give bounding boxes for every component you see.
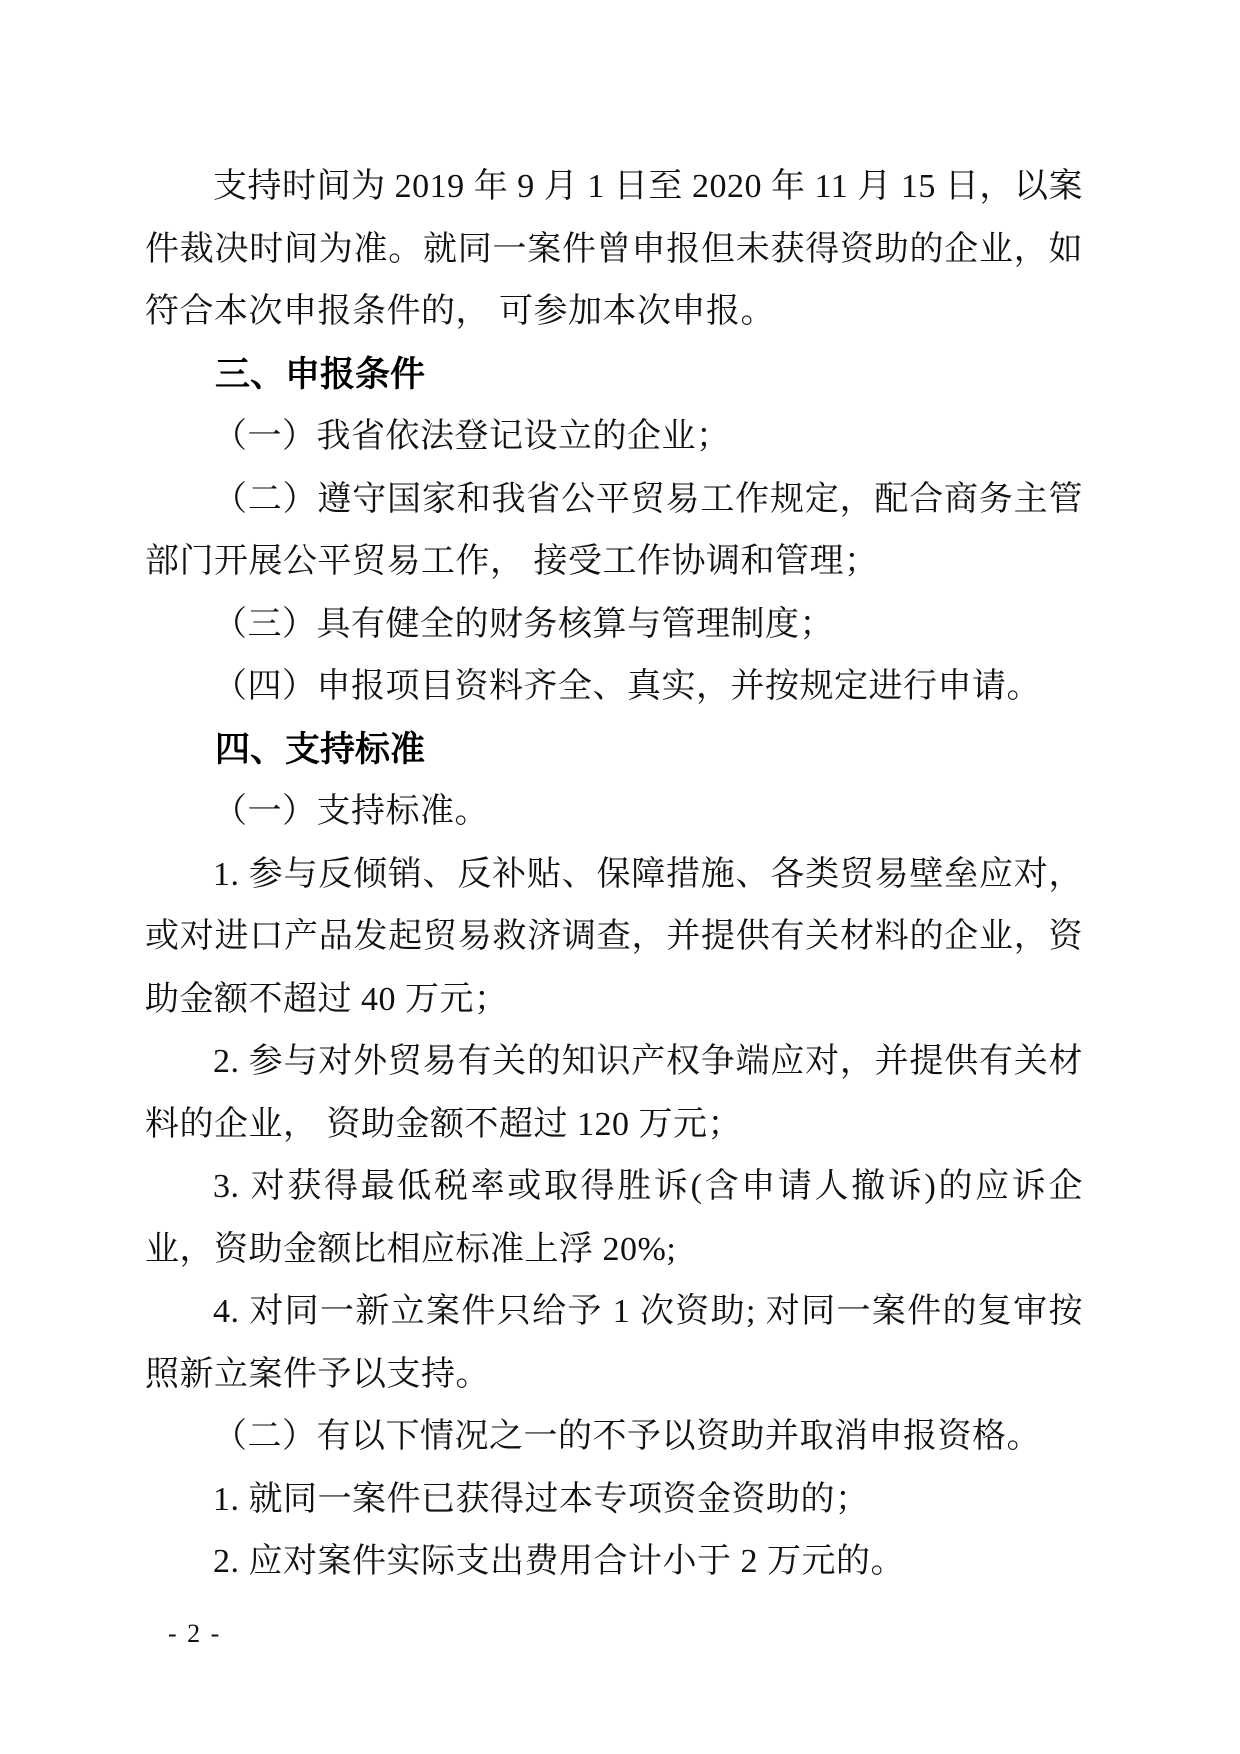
condition-item-1: （一）我省依法登记设立的企业； bbox=[213, 418, 731, 455]
section-heading-3-conditions: 三、申报条件 bbox=[215, 354, 426, 394]
exclusion-item-1: 1. 就同一案件已获得过本专项资金资助的； bbox=[213, 1480, 870, 1518]
condition-item-3: （三）具有健全的财务核算与管理制度； bbox=[213, 605, 834, 643]
standard-item-1: 1. 参与反倾销、反补贴、保障措施、各类贸易壁垒应对，或对进口产品发起贸易救济调查，并提供有关材料的企业，资助金额不超过 40 万元； bbox=[145, 855, 1083, 1018]
standard-item-2: 2. 参与对外贸易有关的知识产权争端应对，并提供有关材料的企业， 资助金额不超过 120 万元； bbox=[145, 1043, 1083, 1143]
section-heading-4-standards: 四、支持标准 bbox=[215, 729, 426, 769]
document-body bbox=[145, 156, 1083, 1594]
exclusion-item-2: 2. 应对案件实际支出费用合计小于 2 万元的。 bbox=[213, 1543, 905, 1580]
standard-item-4: 4. 对同一新立案件只给予 1 次资助; 对同一案件的复审按照新立案件予以支持。 bbox=[145, 1293, 1083, 1393]
standards-subheading-1: （一）支持标准。 bbox=[213, 793, 489, 830]
condition-item-4: （四）申报项目资料齐全、真实，并按规定进行申请。 bbox=[213, 668, 1041, 705]
paragraph-support-period: 支持时间为 2019 年 9 月 1 日至 2020 年 11 月 15 日，以案件裁决时间为准。就同一案件曾申报但未获得资助的企业，如符合本次申报条件的， 可参加本次申报。 bbox=[145, 168, 1083, 330]
page-number: - 2 - bbox=[168, 1619, 222, 1648]
standards-subheading-2: （二）有以下情况之一的不予以资助并取消申报资格。 bbox=[213, 1418, 1041, 1455]
condition-item-2: （二）遵守国家和我省公平贸易工作规定，配合商务主管部门开展公平贸易工作， 接受工作协调和管理； bbox=[145, 480, 1083, 580]
standard-item-3: 3. 对获得最低税率或取得胜诉(含申请人撤诉)的应诉企业，资助金额比相应标准上浮 20%; bbox=[145, 1168, 1083, 1268]
